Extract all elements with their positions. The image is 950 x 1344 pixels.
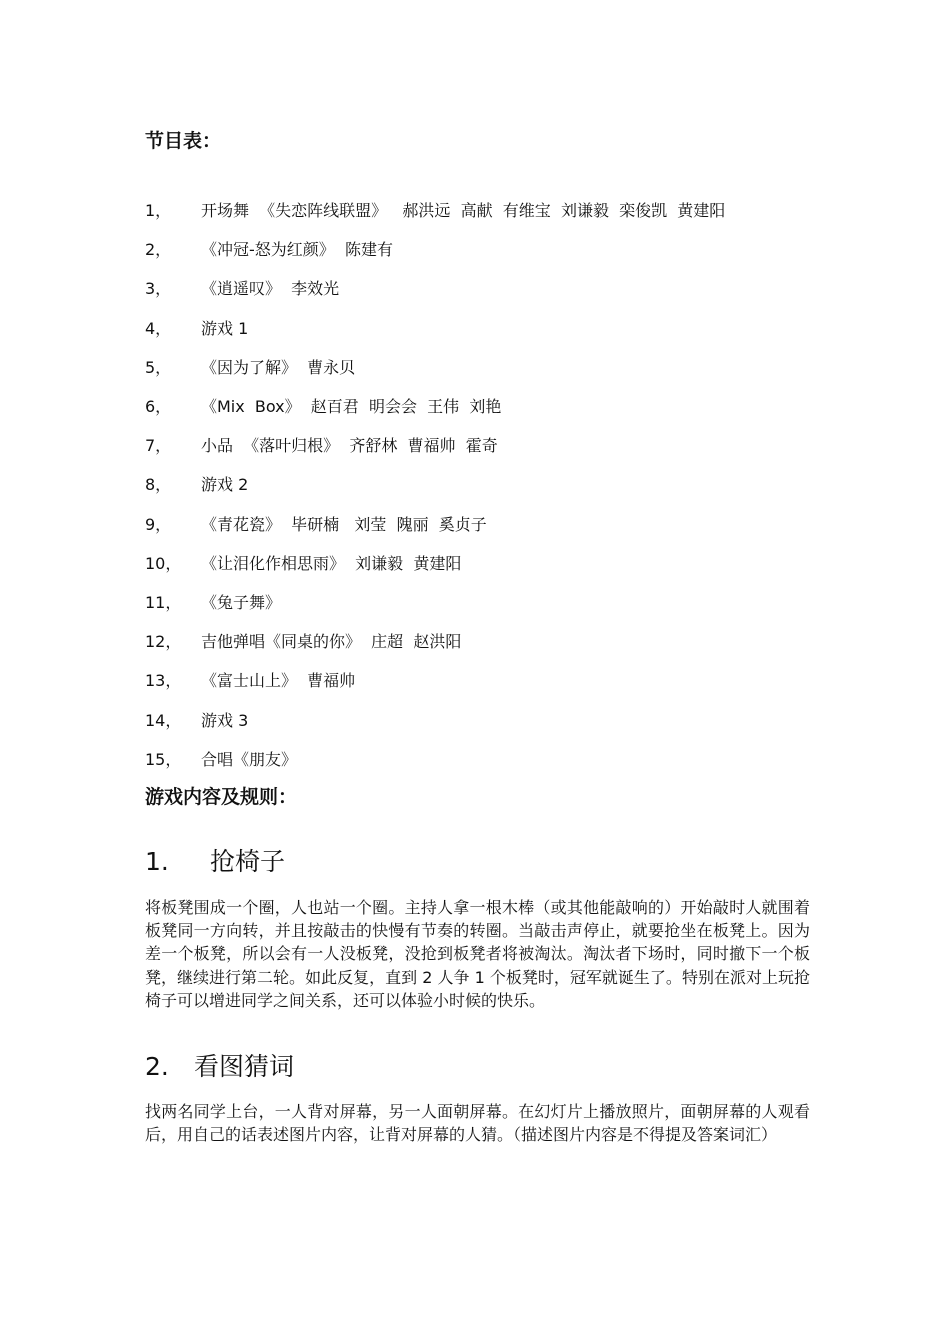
section-paragraph: 将板凳围成一个圈，人也站一个圈。主持人拿一根木棒（或其他能敲响的）开始敲时人就围着板凳同一方向转，并且按敲击的快慢有节奏的转圈。当敲击声停止，就要抢坐在板凳上。因为差一个板凳，所以会有一人没板凳，没抢到板凳者将被淘汰。淘汰者下场时，同时撤下一个板凳，继续进行第二轮。如此反复，直到 2 人争 1 个板凳时，冠军就诞生了。特别在派对上玩抢椅子可以增进同学之间关系，还可以体验小时候的快乐。 — [145, 898, 810, 1010]
program-item-number: 1， — [145, 201, 172, 221]
program-item — [145, 464, 810, 503]
program-item-text: 开场舞 《失恋阵线联盟》 郝洪远 高献 有维宝 刘谦毅 栾俊凯 黄建阳 — [201, 201, 726, 221]
program-item — [145, 582, 810, 621]
section-title — [145, 1051, 294, 1083]
program-item-text: 《冲冠-怒为红颜》 陈建有 — [201, 240, 393, 260]
program-item-text: 吉他弹唱《同桌的你》 庄超 赵洪阳 — [201, 632, 462, 652]
program-item-number: 9， — [145, 514, 172, 534]
program-item — [145, 660, 810, 699]
program-item-number: 6， — [145, 397, 172, 417]
program-item — [145, 621, 810, 660]
program-item — [145, 386, 810, 425]
program-item-text: 游戏 1 — [201, 318, 249, 338]
program-item-text: 《因为了解》 曹永贝 — [201, 357, 356, 377]
program-item-number: 7， — [145, 436, 172, 456]
program-item-number: 11， — [145, 592, 182, 612]
program-item-text: 《让泪化作相思雨》 刘谦毅 黄建阳 — [201, 553, 462, 573]
program-item — [145, 229, 810, 268]
program-item-text: 游戏 2 — [201, 475, 249, 495]
program-item-text: 《富士山上》 曹福帅 — [201, 671, 356, 691]
section-name: 抢椅子 — [210, 847, 286, 876]
program-item-number: 4， — [145, 318, 172, 338]
rules-heading: 游戏内容及规则： — [145, 786, 298, 808]
program-item-number: 2， — [145, 240, 172, 260]
section-name: 看图猜词 — [194, 1052, 295, 1081]
program-item-text: 《青花瓷》 毕研楠 刘莹 隗丽 奚贞子 — [201, 514, 487, 534]
program-item-text: 《兔子舞》 — [201, 592, 282, 612]
program-item — [145, 739, 810, 778]
program-item-text: 《Mix Box》 赵百君 明会会 王伟 刘艳 — [201, 397, 502, 417]
section-number: 2. — [145, 1052, 169, 1081]
program-item — [145, 308, 810, 347]
program-item-number: 5， — [145, 357, 172, 377]
program-item-number: 14， — [145, 710, 182, 730]
program-item — [145, 699, 810, 738]
program-item — [145, 543, 810, 582]
program-item-number: 3， — [145, 279, 172, 299]
section-number: 1. — [145, 847, 169, 876]
program-item — [145, 347, 810, 386]
program-list — [145, 190, 810, 778]
program-item-text: 小品 《落叶归根》 齐舒林 曹福帅 霍奇 — [201, 436, 498, 456]
program-item-text: 《逍遥叹》 李效光 — [201, 279, 340, 299]
section-title — [145, 846, 285, 878]
program-item-number: 12， — [145, 632, 182, 652]
program-item — [145, 268, 810, 307]
program-item — [145, 504, 810, 543]
program-item-text: 合唱《朋友》 — [201, 749, 298, 769]
program-item-number: 8， — [145, 475, 172, 495]
program-item-number: 15， — [145, 749, 182, 769]
program-item-text: 游戏 3 — [201, 710, 249, 730]
program-item-number: 10， — [145, 553, 182, 573]
section-paragraph: 找两名同学上台，一人背对屏幕，另一人面朝屏幕。在幻灯片上播放照片，面朝屏幕的人观看后，用自己的话表述图片内容，让背对屏幕的人猜。（描述图片内容是不得提及答案词汇） — [145, 1102, 810, 1145]
program-item — [145, 425, 810, 464]
program-item-number: 13， — [145, 671, 182, 691]
program-heading: 节目表： — [145, 130, 222, 152]
program-item — [145, 190, 810, 229]
